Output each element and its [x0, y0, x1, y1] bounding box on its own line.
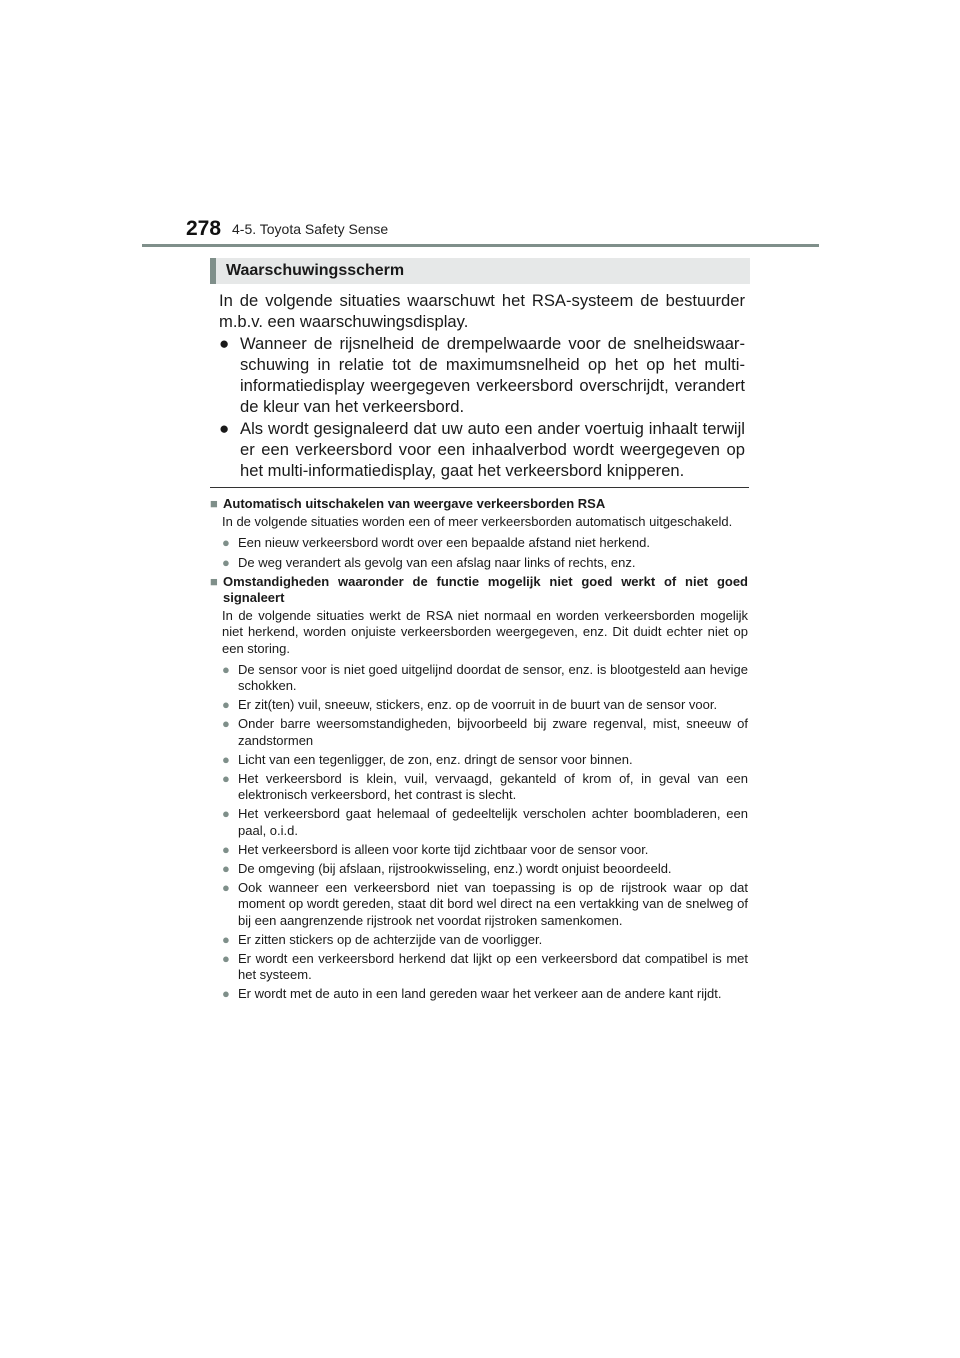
- bullet-icon: ●: [219, 418, 230, 438]
- list-item-text: Het verkeersbord is klein, vuil, vervaagd, gekanteld of krom of, in geval van een elektronisch verkeersbord, het contrast is slecht.: [238, 771, 748, 803]
- list-item: [222, 535, 748, 551]
- chapter-title: 4-5. Toyota Safety Sense: [232, 221, 389, 237]
- list-item-text: De omgeving (bij afslaan, rijstrookwisseling, enz.) wordt onjuist beoordeeld.: [238, 861, 672, 877]
- list-item-text: Als wordt gesignaleerd dat uw auto een ander voertuig inhaalt terwijl er een verkeersbord voor een inhaalverbod wordt weergegeven op het multi-informatiedisplay, gaat het verkeersbord knipperen.: [240, 418, 745, 481]
- list-item: [222, 771, 748, 803]
- bullet-icon: ●: [222, 951, 230, 967]
- bullet-icon: ●: [222, 771, 230, 787]
- list-item: [222, 861, 748, 877]
- subsection-heading-text: Automatisch uitschakelen van weergave verkeersborden RSA: [223, 496, 606, 511]
- list-item-text: Wanneer de rijsnelheid de drempelwaarde voor de snelheidswaarschuwing in relatie tot de maximumsnelheid op het op het multiinformatiedisplay weergegeven verkeersbord overschrijdt, verandert de kleur van het verkeersbord.: [240, 333, 745, 417]
- subsection-list: [210, 535, 748, 570]
- subsection-body: In de volgende situaties werkt de RSA niet normaal en worden verkeersborden mogelijk niet herkend, worden onjuiste verkeersborden weergegeven, enz. Dit duidt echter niet op een storing.: [222, 608, 748, 656]
- list-item: [222, 932, 748, 948]
- subsection-list: [210, 662, 748, 1003]
- section-intro-block: [219, 290, 745, 482]
- list-item: [222, 752, 748, 768]
- notes-block: [210, 496, 748, 1003]
- square-icon: ■: [210, 496, 218, 511]
- bullet-icon: ●: [222, 697, 230, 713]
- bullet-icon: ●: [222, 861, 230, 877]
- list-item: [222, 842, 748, 858]
- bullet-icon: ●: [222, 806, 230, 822]
- bullet-icon: ●: [222, 841, 230, 857]
- bullet-icon: ●: [222, 661, 230, 677]
- list-item-text: Een nieuw verkeersbord wordt over een bepaalde afstand niet herkend.: [238, 535, 650, 551]
- list-item-text: Er wordt een verkeersbord herkend dat lijkt op een verkeersbord dat compatibel is met het systeem.: [238, 951, 748, 983]
- subsection-body: In de volgende situaties worden een of meer verkeersborden automatisch uitgeschakeld.: [222, 514, 733, 530]
- list-item-text: Onder barre weersomstandigheden, bijvoorbeeld bij zware regenval, mist, sneeuw of zandstormen: [238, 716, 748, 748]
- section-title: Waarschuwingsscherm: [226, 262, 405, 279]
- list-item-text: Het verkeersbord is alleen voor korte tijd zichtbaar voor de sensor voor.: [238, 841, 649, 857]
- list-item: [222, 716, 748, 748]
- list-item: [222, 806, 748, 838]
- list-item-text: Licht van een tegenligger, de zon, enz. dringt de sensor voor binnen.: [238, 751, 633, 767]
- bullet-icon: ●: [222, 535, 230, 551]
- list-item-text: Er zitten stickers op de achterzijde van de voorligger.: [238, 931, 543, 947]
- list-item: [222, 986, 748, 1002]
- list-item: [222, 951, 748, 983]
- bullet-icon: ●: [222, 751, 230, 767]
- list-item: [222, 880, 748, 929]
- subsection-heading-text: Omstandigheden waaronder de functie mogelijk niet goed werkt of niet goed signaleert: [223, 573, 748, 606]
- bullet-icon: ●: [222, 716, 230, 732]
- list-item: [222, 662, 748, 694]
- intro-text: In de volgende situaties waarschuwt het RSA-systeem de bestuurder m.b.v. een waarschuwingsdisplay.: [219, 291, 745, 332]
- list-item: [222, 697, 748, 713]
- section-title-bar: [210, 258, 750, 284]
- square-icon: ■: [210, 573, 218, 589]
- list-item-text: De weg verandert als gevolg van een afslag naar links of rechts, enz.: [238, 554, 636, 570]
- bullet-icon: ●: [219, 333, 230, 353]
- list-item-text: Er wordt met de auto in een land gereden waar het verkeer aan de andere kant rijdt.: [238, 986, 722, 1002]
- list-item-text: Het verkeersbord gaat helemaal of gedeeltelijk verscholen achter boombladeren, een paal, o.i.d.: [238, 806, 748, 838]
- list-item-text: Er zit(ten) vuil, sneeuw, stickers, enz. op de voorruit in de buurt van de sensor voor.: [238, 697, 718, 713]
- list-item-text: De sensor voor is niet goed uitgelijnd doordat de sensor, enz. is blootgesteld aan hevige schokken.: [238, 661, 748, 694]
- list-item: [219, 418, 745, 482]
- bullet-icon: ●: [222, 986, 230, 1002]
- page-number: 278: [186, 217, 222, 240]
- list-item-text: Ook wanneer een verkeersbord niet van toepassing is op de rijstrook waar op dat moment op wordt gereden, staat dit bord wel direct na een vertakking van de snelweg of bij een aangrenzende rijstrook net voordat rijstroken samenkomen.: [238, 880, 748, 928]
- divider: [210, 487, 749, 488]
- header-rule: [142, 244, 819, 247]
- list-item: [222, 555, 748, 571]
- subsection-heading: [210, 496, 748, 512]
- list-item: [219, 333, 745, 418]
- bullet-icon: ●: [222, 554, 230, 570]
- bullet-icon: ●: [222, 931, 230, 947]
- warning-bullet-list: [219, 333, 745, 482]
- bullet-icon: ●: [222, 880, 230, 896]
- subsection-heading: [210, 574, 748, 606]
